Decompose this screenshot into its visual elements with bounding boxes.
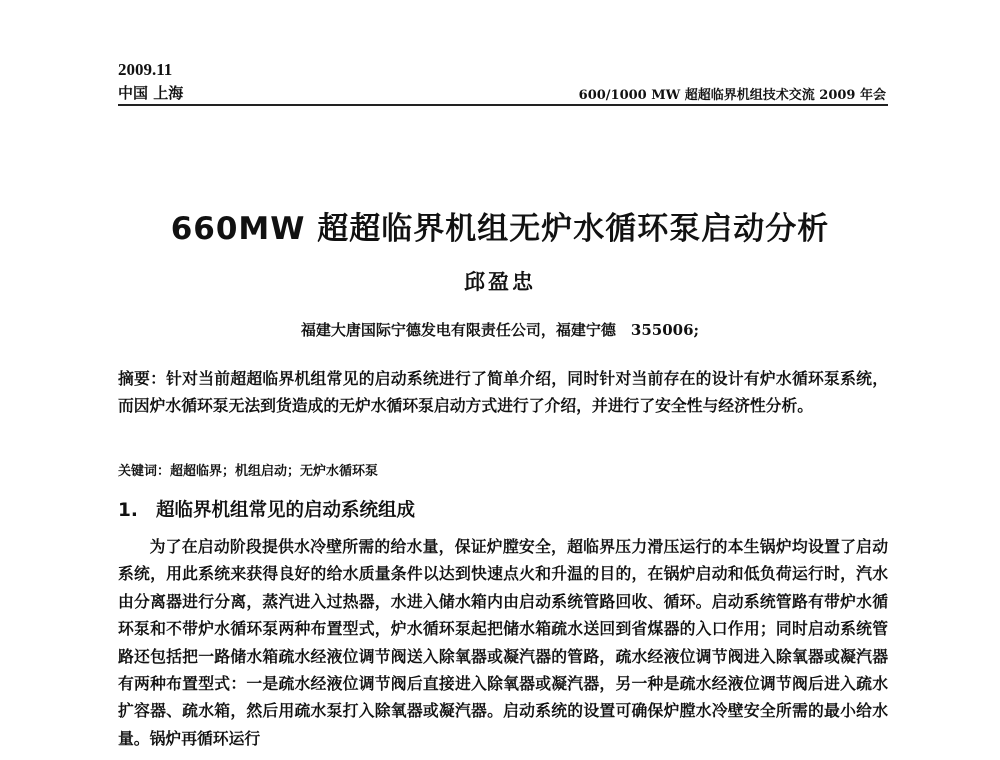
paper-title: 660MW 超超临界机组无炉水循环泵启动分析 [170,211,830,247]
paper-affiliation: 福建大唐国际宁德发电有限责任公司，福建宁德 355006; [300,321,700,339]
header-date: 2009.11 [118,60,173,79]
paper-abstract: 摘要：针对当前超超临界机组常见的启动系统进行了简单介绍，同时针对当前存在的设计有炉水循环泵系统，而因炉水循环泵无法到货造成的无炉水循环泵启动方式进行了介绍，并进行了安全性与经济性分析。 [118,369,888,415]
section-heading [118,496,415,522]
header-divider [118,104,888,106]
section-title: 超临界机组常见的启动系统组成 [156,500,416,521]
paper-keywords: 关键词：超超临界；机组启动；无炉水循环泵 [118,464,379,479]
header-conference: 600/1000 MW 超超临界机组技术交流 2009 年会 [578,88,886,103]
header-place: 中国 上海 [118,84,184,102]
section-number: 1. [118,500,138,521]
paper-author: 邱盈忠 [464,269,536,294]
body-paragraph: 为了在启动阶段提供水冷壁所需的给水量，保证炉膛安全，超临界压力滑压运行的本生锅炉均设置了启动系统，用此系统来获得良好的给水质量条件以达到快速点火和升温的目的，在锅炉启动和低负荷运行时，汽水由分离器进行分离，蒸汽进入过热器，水进入储水箱内由启动系统管路回收、循环。启动系统管路有带炉水循环泵和不带炉水循环泵两种布置型式，炉水循环泵起把储水箱疏水送回到省煤器的入口作用；同时启动系统管路还包括把一路储水箱疏水经液位调节阀送入除氧器或凝汽器的管路，疏水经液位调节阀进入除氧器或凝汽器有两种布置型式：一是疏水经液位调节阀后直接进入除氧器或凝汽器，另一种是疏水经液位调节阀后进入疏水扩容器、疏水箱，然后用疏水泵打入除氧器或凝汽器。启动系统的设置可确保炉膛水冷壁安全所需的最小给水量。锅炉再循环运行 [118,537,888,748]
